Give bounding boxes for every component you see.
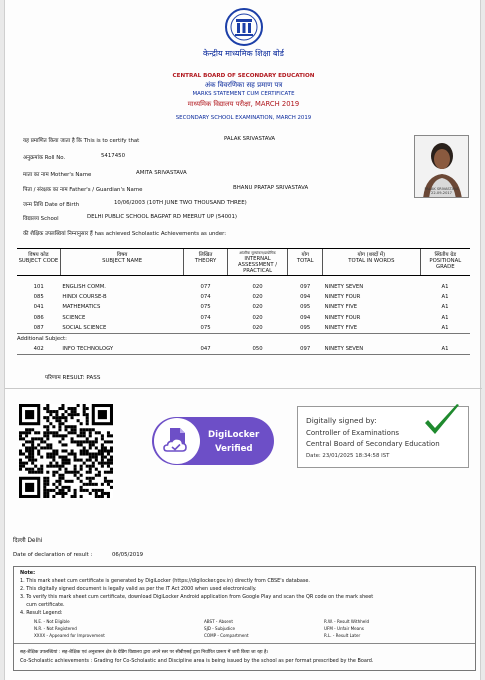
table-row: 085 HINDI COURSE-B 074 020 094 NINETY FOUR A1 <box>33 294 449 301</box>
signature-line-1: Digitally signed by: <box>306 416 377 425</box>
school-label: विद्यालय School <box>23 216 59 222</box>
legend-item: N.E. - Not Eligible <box>34 619 70 624</box>
mother-name: AMITA SRIVASTAVA <box>136 170 187 176</box>
notes-box <box>13 566 476 671</box>
note-item: 3. To verify this mark sheet cum certificate, download DigiLocker Android application from Google Play and scan the QR code on the mark sheet <box>20 594 374 600</box>
digilocker-title: DigiLocker <box>208 430 260 440</box>
signature-line-2: Controller of Examinations <box>306 429 400 437</box>
board-name-english: CENTRAL BOARD OF SECONDARY EDUCATION <box>172 73 315 79</box>
coscholastic-hindi: सह-शैक्षिक उपलब्धियां : सह-शैक्षिक एवं अनुशासन क्षेत्र के ग्रेडिंग विद्यालय द्वारा अपने स्तर पर सीबीएसई द्वारा निर्धारित प्रारूप में जारी किया जा रहा है। <box>20 650 269 655</box>
student-name: PALAK SRIVASTAVA <box>224 136 276 142</box>
legend-item: XXXX - Appeared for Improvement <box>34 633 105 638</box>
notes-divider <box>14 643 475 644</box>
result-value: PASS <box>86 375 101 381</box>
digital-signature-box <box>297 406 469 468</box>
legend-item: ABST - Absent <box>204 619 233 624</box>
legend-item: R.W. - Result Withheld <box>324 619 370 624</box>
photo-caption: PALAK SRIVASTAVA 22-09-2017 <box>424 187 459 195</box>
note-item: 4. Result Legend: <box>20 610 63 616</box>
header-total: योग TOTAL <box>288 249 323 276</box>
board-name-hindi: केन्द्रीय माध्यमिक शिक्षा बोर्ड <box>203 49 284 58</box>
mother-label: माता का नाम Mother's Name <box>23 172 92 178</box>
roll-number: 5417450 <box>101 153 126 159</box>
table-row: 041 MATHEMATICS 075 020 095 NINETY FIVE A1 <box>33 304 449 311</box>
cbse-logo-icon <box>224 7 264 47</box>
coscholastic-english: Co-Scholastic achievements : Grading for Co-Scholastic and Discipline area is being issued by the school as per format prescribed by the Board. <box>20 658 374 664</box>
legend-item: R.L. - Result Later <box>324 633 361 638</box>
notes-title: Note: <box>20 570 36 576</box>
exam-title-hindi: माध्यमिक विद्यालय परीक्षा, MARCH 2019 <box>187 100 300 108</box>
section-divider <box>5 388 482 389</box>
certificate-title-english: MARKS STATEMENT CUM CERTIFICATE <box>192 91 295 97</box>
additional-subject-label-row: Additional Subject: <box>17 335 67 342</box>
father-name: BHANU PRATAP SRIVASTAVA <box>233 185 309 191</box>
green-check-icon <box>422 401 462 441</box>
table-row: 087 SOCIAL SCIENCE 075 020 095 NINETY FIVE A1 <box>17 323 470 333</box>
declaration-date-line: Date of declaration of result : 06/05/2019 <box>13 552 144 558</box>
certificate-title-hindi: अंक विवरणिका सह प्रमाण पत्र <box>204 81 283 89</box>
table-header-row <box>17 249 470 276</box>
header-subject-name: विषय SUBJECT NAME <box>60 249 184 276</box>
digilocker-cloud-document-icon <box>161 425 193 457</box>
table-row: 101 ENGLISH COMM. 077 020 097 NINETY SEVEN A1 <box>33 283 449 290</box>
header-positional-grade: स्थितीय ग्रेड POSITIONAL GRADE <box>420 249 470 276</box>
dob-label: जन्म तिथि Date of Birth <box>23 202 80 208</box>
achievement-text: की शैक्षिक उपलब्धियां निम्नानुसार हैं has achieved Scholastic Achievements as under: <box>23 231 227 237</box>
legend-item: N.R. - Not Registered <box>34 626 77 631</box>
note-item: 1. This mark sheet cum certificate is generated by DigiLocker (https://digilocker.gov.in) directly from CBSE's database. <box>20 578 310 584</box>
signature-date: Date: 23/01/2025 18:34:58 IST <box>306 453 390 459</box>
marks-table <box>17 248 470 355</box>
legend-item: COMP - Compartment <box>204 633 249 638</box>
father-label: पिता / संरक्षक का नाम Father's / Guardian's Name <box>23 187 143 193</box>
qr-code[interactable] <box>19 404 113 498</box>
digilocker-verified-text: Verified <box>215 444 253 454</box>
result-label: परिणाम RESULT: <box>45 375 85 381</box>
student-photo <box>414 135 469 198</box>
certify-label: यह प्रमाणित किया जाता है कि This is to certify that <box>23 138 140 144</box>
signature-line-3: Central Board of Secondary Education <box>306 440 440 448</box>
marksheet-page <box>4 0 481 680</box>
header-subject-code: विषय कोड SUBJECT CODE <box>17 249 60 276</box>
header-total-words: योग (शब्दों में) TOTAL IN WORDS <box>323 249 421 276</box>
school-name: DELHI PUBLIC SCHOOL BAGPAT RD MEERUT UP (54001) <box>87 214 238 220</box>
header-internal: आंतरिक मूल्यांकन/प्रायोगिक INTERNAL ASSESSMENT / PRACTICAL <box>227 249 288 276</box>
result-line <box>45 373 100 381</box>
place-of-issue: दिल्ली Delhi <box>13 538 43 544</box>
table-row: 402 INFO TECHNOLOGY 047 050 097 NINETY SEVEN A1 <box>17 344 470 354</box>
exam-title-english: SECONDARY SCHOOL EXAMINATION, MARCH 2019 <box>175 115 312 121</box>
table-row: 086 SCIENCE 074 020 094 NINETY FOUR A1 <box>33 314 449 321</box>
legend-item: UFM - Unfair Means <box>324 626 364 631</box>
note-item: cum certificate. <box>20 602 65 608</box>
date-of-birth: 10/06/2003 (10TH JUNE TWO THOUSAND THREE) <box>114 200 247 206</box>
header-theory: लिखित THEORY <box>184 249 227 276</box>
roll-label: अनुक्रमांक Roll No. <box>23 155 66 161</box>
note-item: 2. This digitally signed document is legally valid as per the IT Act 2000 when used electronically. <box>20 586 257 592</box>
legend-item: SJD - Subjudice <box>204 626 236 631</box>
